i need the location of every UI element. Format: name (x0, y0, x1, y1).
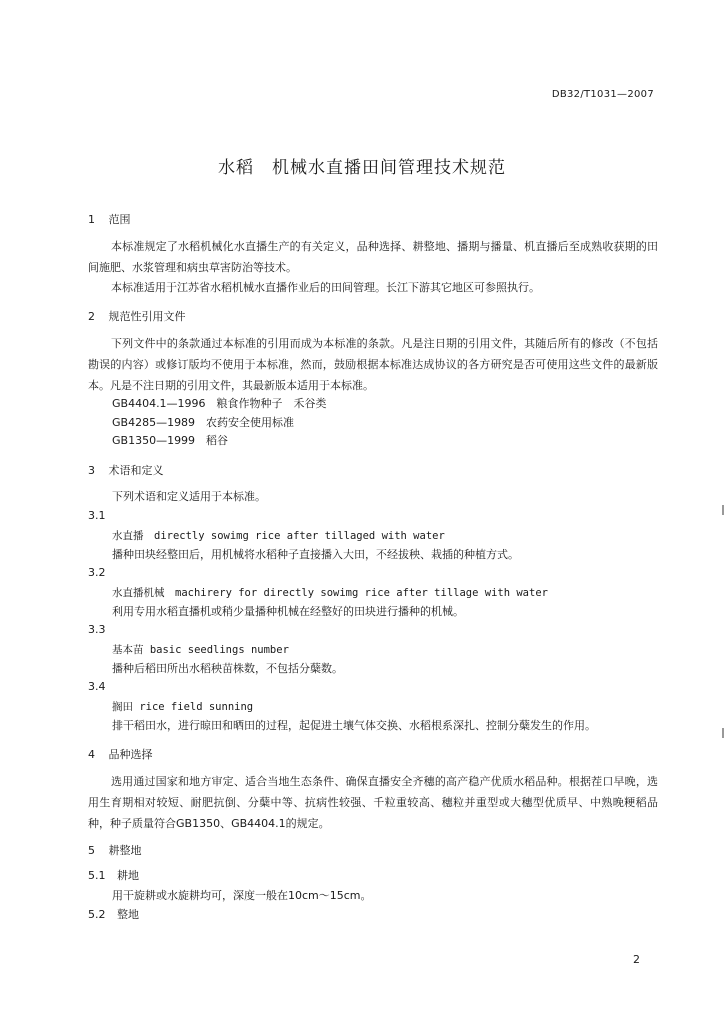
subsection-title: 整地 (117, 908, 139, 921)
term-definition: 排干稻田水，进行晾田和晒田的过程，起促进土壤气体交换、水稻根系深扎、控制分蘖发生的作用。 (112, 719, 596, 732)
term-name: 水直播 directly sowimg rice after tillaged with water (112, 530, 445, 542)
section-title: 范围 (108, 213, 131, 226)
section-title: 规范性引用文件 (108, 310, 186, 323)
section-1-paragraph-1: 本标准规定了水稻机械化水直播生产的有关定义，品种选择、耕整地、播期与播量、机直播后至成熟收获期的田间施肥、水浆管理和病虫草害防治等技术。 (88, 240, 658, 274)
term-number: 3.3 (88, 623, 106, 636)
section-2-paragraph-1: 下列文件中的条款通过本标准的引用而成为本标准的条款。凡是注日期的引用文件，其随后所有的修改（不包括勘误的内容）或修订版均不使用于本标准，然而，鼓励根据本标准达成协议的各方研究是否可使用这些文件的最新版本。凡是不注日期的引用文件，其最新版本适用于本标准。 (88, 337, 658, 392)
section-1-heading (88, 211, 131, 227)
section-number: 2 (88, 310, 95, 323)
section-3-heading (88, 462, 164, 478)
section-title: 耕整地 (108, 844, 142, 857)
term-name: 搁田 rice field sunning (112, 701, 254, 713)
subsection-number: 5.1 (88, 869, 106, 882)
reference-item: GB4285—1989 农药安全使用标准 (112, 416, 295, 429)
section-number: 4 (88, 748, 95, 761)
document-title: 水稻 机械水直播田间管理技术规范 (218, 158, 506, 178)
term-definition: 利用专用水稻直播机或稍少量播种机械在经整好的田块进行播种的机械。 (112, 605, 464, 618)
subsection-number: 5.2 (88, 908, 106, 921)
reference-item: GB4404.1—1996 粮食作物种子 禾谷类 (112, 397, 327, 410)
term-definition: 播种后稻田所出水稻秧苗株数，不包括分蘖数。 (112, 662, 343, 675)
section-1-paragraph-2: 本标准适用于江苏省水稻机械水直播作业后的田间管理。长江下游其它地区可参照执行。 (111, 281, 540, 294)
section-number: 3 (88, 464, 95, 477)
subsection-5-2-heading (88, 906, 139, 922)
section-title: 品种选择 (108, 748, 153, 761)
section-number: 5 (88, 844, 95, 857)
term-definition: 播种田块经整田后，用机械将水稻种子直接播入大田，不经拔秧、栽插的种植方式。 (112, 548, 519, 561)
document-number: DB32/T1031—2007 (551, 89, 654, 100)
subsection-title: 耕地 (117, 869, 139, 882)
section-number: 1 (88, 213, 95, 226)
term-number: 3.4 (88, 680, 106, 693)
section-5-heading (88, 842, 142, 858)
section-title: 术语和定义 (108, 464, 164, 477)
term-name: 基本苗 basic seedlings number (112, 644, 289, 656)
section-2-heading (88, 308, 186, 324)
section-4-heading (88, 746, 153, 762)
term-number: 3.1 (88, 509, 106, 522)
term-name: 水直播机械 machirery for directly sowimg rice after tillage with water (112, 587, 548, 599)
term-number: 3.2 (88, 566, 106, 579)
subsection-5-1-text: 用干旋耕或水旋耕均可，深度一般在10cm～15cm。 (112, 889, 372, 902)
page-number: 2 (633, 953, 640, 966)
section-3-intro: 下列术语和定义适用于本标准。 (112, 490, 266, 503)
section-4-paragraph-1: 选用通过国家和地方审定、适合当地生态条件、确保直播安全齐穗的高产稳产优质水稻品种。根据茬口早晚，选用生育期相对较短、耐肥抗倒、分蘖中等、抗病性较强、千粒重较高、穗粒并重型或大穗型优质早、中熟晚粳稻品种，种子质量符合GB1350、GB4404.1的规定。 (88, 775, 658, 830)
reference-item: GB1350—1999 稻谷 (112, 434, 229, 447)
subsection-5-1-heading (88, 867, 139, 883)
